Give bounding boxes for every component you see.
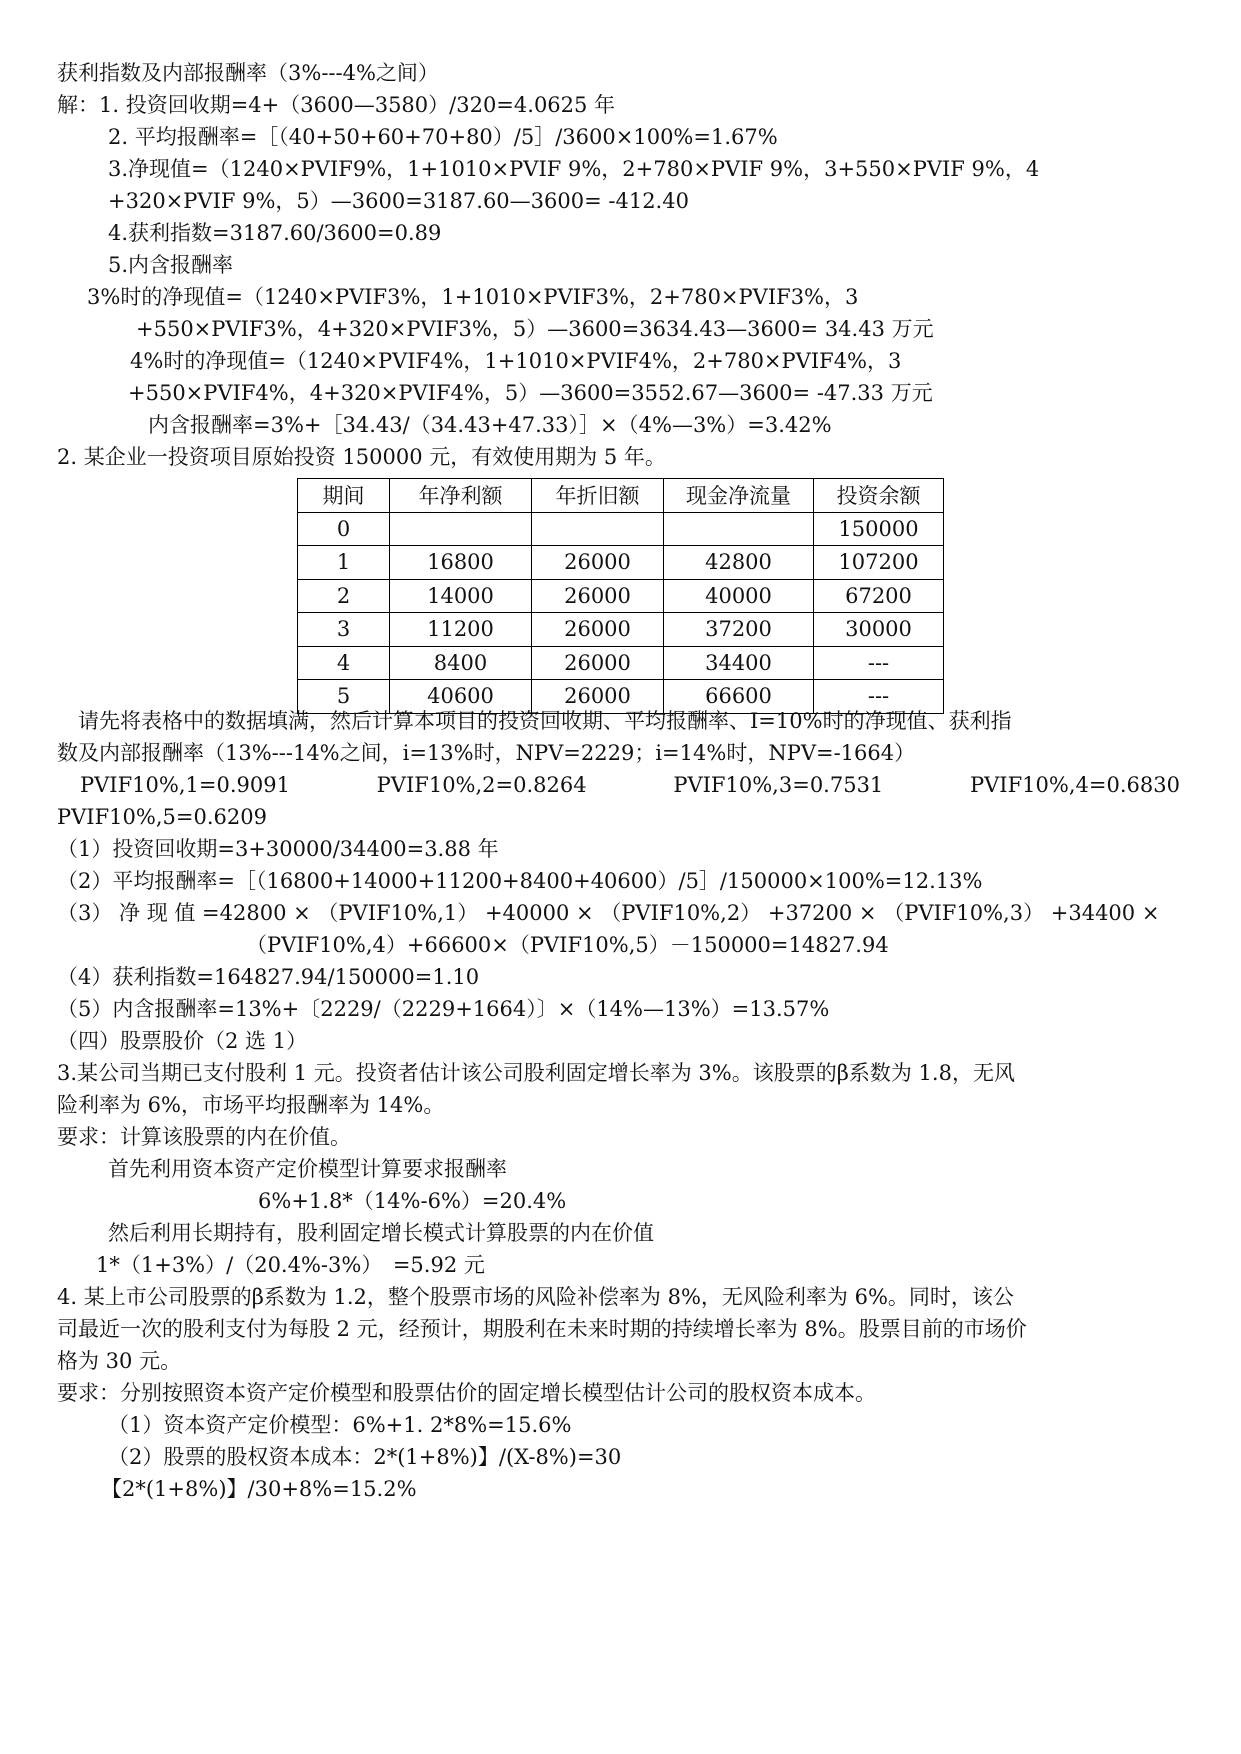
table-row <box>298 613 944 647</box>
pvif-factor: PVIF10%,3=0.7531 <box>673 773 884 797</box>
question-line: 司最近一次的股利支付为每股 2 元，经预计，期股利在未来时期的持续增长率为 8%。股票目前的市场价 <box>57 1317 1027 1341</box>
answer-line: 1*（1+3%）/（20.4%-3%） =5.92 元 <box>96 1253 485 1277</box>
requirement-line: 要求：分别按照资本资产定价模型和股票估价的固定增长模型估计公司的股权资本成本。 <box>57 1381 876 1405</box>
table-cell: 34400 <box>664 646 814 680</box>
question-line: 数及内部报酬率（13%---14%之间，i=13%时，NPV=2229；i=14%时，NPV=-1664） <box>57 741 916 765</box>
question-line: 请先将表格中的数据填满，然后计算本项目的投资回收期、平均报酬率、I=10%时的净现值、获利指 <box>78 709 1012 733</box>
table-cell: --- <box>814 646 944 680</box>
answer-line: 【2*(1+8%)】/30+8%=15.2% <box>101 1477 417 1501</box>
table-cell: 5 <box>298 680 390 714</box>
pvif-factor: PVIF10%,2=0.8264 <box>376 773 587 797</box>
table-cell: 4 <box>298 646 390 680</box>
table-cell: 26000 <box>532 646 664 680</box>
table-row <box>298 546 944 580</box>
answer-line: 4%时的净现值=（1240×PVIF4%，1+1010×PVIF4%，2+780×PVIF4%，3 <box>130 349 902 373</box>
table-cell: 3 <box>298 613 390 647</box>
column-header-net-profit: 年净利额 <box>390 479 532 513</box>
table-cell: 30000 <box>814 613 944 647</box>
table-cell: 8400 <box>390 646 532 680</box>
table-cell: 2 <box>298 579 390 613</box>
answer-line: 首先利用资本资产定价模型计算要求报酬率 <box>108 1157 507 1181</box>
answer-line: 3.净现值=（1240×PVIF9%，1+1010×PVIF 9%，2+780×PVIF 9%，3+550×PVIF 9%，4 <box>108 157 1040 181</box>
question-line: 险利率为 6%，市场平均报酬率为 14%。 <box>57 1093 445 1117</box>
table-cell <box>532 512 664 546</box>
answer-line: 4.获利指数=3187.60/3600=0.89 <box>108 221 442 245</box>
table-cell: 16800 <box>390 546 532 580</box>
answer-line: 然后利用长期持有，股利固定增长模式计算股票的内在价值 <box>108 1221 654 1245</box>
column-header-net-cash-flow: 现金净流量 <box>664 479 814 513</box>
table-cell: 67200 <box>814 579 944 613</box>
answer-line: （PVIF10%,4）+66600×（PVIF10%,5）－150000=14827.94 <box>246 933 889 957</box>
table-cell: 150000 <box>814 512 944 546</box>
table-row <box>298 512 944 546</box>
column-header-remaining-investment: 投资余额 <box>814 479 944 513</box>
answer-line: （4）获利指数=164827.94/150000=1.10 <box>57 965 480 989</box>
table-cell: 14000 <box>390 579 532 613</box>
answer-line: （2）股票的股权资本成本：2*(1+8%)】/(X-8%)=30 <box>108 1445 622 1469</box>
table-cell <box>664 512 814 546</box>
answer-line: 内含报酬率=3%+［34.43/（34.43+47.33）］×（4%—3%）=3.42% <box>148 413 832 437</box>
answer-line: 6%+1.8*（14%-6%）=20.4% <box>258 1189 567 1213</box>
pvif-factor: PVIF10%,5=0.6209 <box>57 805 267 829</box>
cash-flow-table <box>297 478 944 714</box>
table-cell: 107200 <box>814 546 944 580</box>
table-cell: 42800 <box>664 546 814 580</box>
question-line: 2. 某企业一投资项目原始投资 150000 元，有效使用期为 5 年。 <box>57 445 666 469</box>
answer-line: 3%时的净现值=（1240×PVIF3%，1+1010×PVIF3%，2+780×PVIF3%，3 <box>87 285 859 309</box>
table-cell: 26000 <box>532 613 664 647</box>
table-header-row <box>298 479 944 513</box>
question-line: 格为 30 元。 <box>57 1349 182 1373</box>
table-cell: 26000 <box>532 579 664 613</box>
table-cell: 0 <box>298 512 390 546</box>
table-cell: 26000 <box>532 680 664 714</box>
table-cell: 11200 <box>390 613 532 647</box>
table-cell: 26000 <box>532 546 664 580</box>
section-heading: （四）股票股价（2 选 1） <box>57 1029 308 1053</box>
answer-line: +550×PVIF4%，4+320×PVIF4%，5）—3600=3552.67—3600= -47.33 万元 <box>128 381 933 405</box>
answer-line: 2. 平均报酬率=［（40+50+60+70+80）/5］/3600×100%=1.67% <box>108 125 778 149</box>
table-row <box>298 646 944 680</box>
answer-line: +550×PVIF3%，4+320×PVIF3%，5）—3600=3634.43—3600= 34.43 万元 <box>136 317 934 341</box>
table-cell: --- <box>814 680 944 714</box>
answer-line: （2）平均报酬率=［（16800+14000+11200+8400+40600）/5］/150000×100%=12.13% <box>57 869 983 893</box>
question-line: 3.某公司当期已支付股利 1 元。投资者估计该公司股利固定增长率为 3%。该股票的β系数为 1.8，无风 <box>57 1061 1015 1085</box>
answer-line: 5.内含报酬率 <box>108 253 234 277</box>
answer-line: （5）内含报酬率=13%+〔2229/（2229+1664）〕×（14%—13%）=13.57% <box>57 997 830 1021</box>
table-row <box>298 579 944 613</box>
pvif-factor: PVIF10%,1=0.9091 <box>80 773 290 797</box>
pvif-factor: PVIF10%,4=0.6830 <box>970 773 1180 797</box>
answer-line: （3） 净 现 值 =42800 × （PVIF10%,1） +40000 × （PVIF10%,2） +37200 × （PVIF10%,3） +34400 × <box>57 901 1160 925</box>
answer-line: 解：1. 投资回收期=4+（3600—3580）/320=4.0625 年 <box>57 93 616 117</box>
question-line: 4. 某上市公司股票的β系数为 1.2，整个股票市场的风险补偿率为 8%，无风险利率为 6%。同时，该公 <box>57 1285 1014 1309</box>
table-cell: 40000 <box>664 579 814 613</box>
column-header-period: 期间 <box>298 479 390 513</box>
answer-line: （1）投资回收期=3+30000/34400=3.88 年 <box>57 837 499 861</box>
table-cell: 37200 <box>664 613 814 647</box>
requirement-line: 要求：计算该股票的内在价值。 <box>57 1125 351 1149</box>
table-cell: 66600 <box>664 680 814 714</box>
table-cell <box>390 512 532 546</box>
table-cell: 1 <box>298 546 390 580</box>
answer-line: +320×PVIF 9%，5）—3600=3187.60—3600= -412.40 <box>108 189 689 213</box>
answer-line: （1）资本资产定价模型：6%+1. 2*8%=15.6% <box>108 1413 572 1437</box>
table-cell: 40600 <box>390 680 532 714</box>
column-header-depreciation: 年折旧额 <box>532 479 664 513</box>
section-heading: 获利指数及内部报酬率（3%---4%之间） <box>57 61 439 85</box>
pvif-factors-row <box>80 770 1180 800</box>
